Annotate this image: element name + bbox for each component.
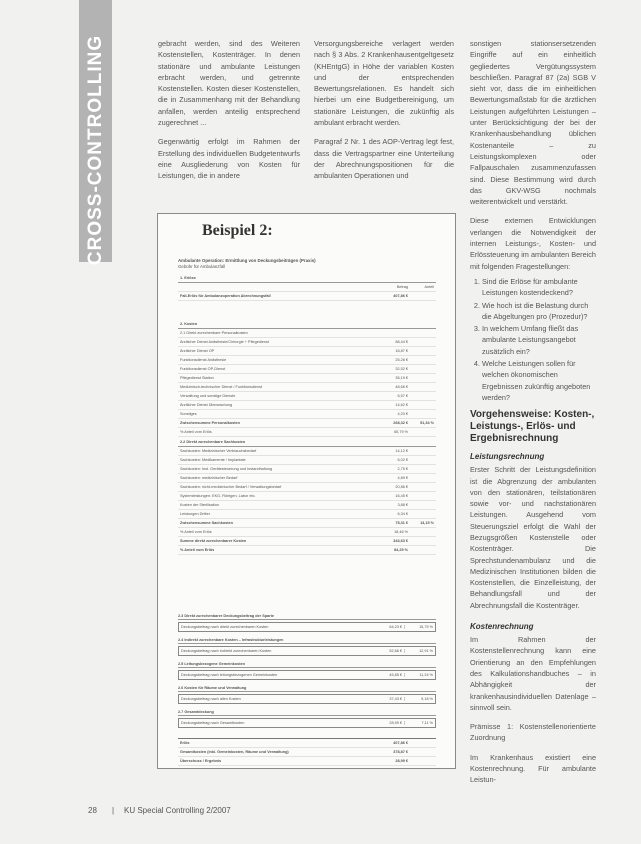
table-cell (410, 757, 436, 766)
text-column-3 (470, 38, 596, 786)
example-header (178, 258, 436, 270)
table-cell: 51,34 % (410, 419, 436, 428)
table-row (178, 419, 436, 428)
table-cell: Sachkosten: Medikamente / Implantate (178, 456, 376, 465)
table-row (178, 546, 436, 555)
table-cell (410, 483, 436, 492)
table-cell: 407,86 € (376, 739, 410, 748)
table-cell: Sachkosten: medizinischer Bedarf (178, 474, 376, 483)
contribution-cell: Deckungsbeitrag nach Gesamtkosten (181, 721, 245, 725)
contribution-cell: 11,24 % (404, 673, 435, 677)
table-cell (410, 456, 436, 465)
contribution-cell: Deckungsbeitrag nach indirekt zurechenbaren Kosten (181, 649, 272, 653)
table-cell (410, 274, 436, 283)
table-cell: Funktionsdienst Anästhesie (178, 356, 376, 365)
table-row (178, 748, 436, 757)
table-cell: Sachkosten: nicht-medizinischer Bedarf / Verwaltungsbedarf (178, 483, 376, 492)
contribution-cell: 7,11 % (404, 721, 435, 725)
table-cell: 84,25 % (376, 546, 410, 555)
contribution-cell: Deckungsbeitrag nach leitungsbezogenen Gemeinkosten (181, 673, 278, 677)
table-row (178, 501, 436, 510)
contribution-block (178, 614, 436, 632)
contribution-row (178, 622, 436, 632)
contribution-cell: Deckungsbeitrag nach direkt zurechenbaren Kosten (181, 625, 269, 629)
table-cell: Ärztlicher Dienst Anästhesie/Chirurgie + Pflegedienst (178, 338, 376, 347)
subheading: Kostenrechnung (470, 622, 534, 632)
table-cell: 4,89 € (376, 474, 410, 483)
table-cell (410, 465, 436, 474)
table-row (178, 428, 436, 437)
table-cell: 32,52 € (376, 365, 410, 374)
table-cell (410, 383, 436, 392)
table-cell (410, 347, 436, 356)
table-cell (410, 401, 436, 410)
table-cell (376, 329, 410, 338)
contribution-block (178, 710, 436, 728)
table-cell: Fall-Erlös für Ambulanzoperation Abrechnungsfall (178, 292, 376, 301)
revenue-table (178, 274, 436, 301)
paragraph: sonstigen stationsersetzenden Eingriffe auf ein einheitlich gegliedertes Vergütungssystem beschließen. Paragraf 87 (2a) SGB V sieht vor, dass die im einheitlichen Bewertungsmaßstab für die ärztlichen Leistungen aufgeführten Leistungen – unter Berücksichtigung der bei der Krankenhausbehandlung üblichen Kostenanteile – zu Leistungskomplexen oder Fallpauschalen zusammenzufassen sind. Diese Bestimmung wird durch das GKV-WSG nochmals weiterentwickelt und verstärkt. (470, 39, 596, 207)
table-row (178, 347, 436, 356)
section-heading: Vorgehensweise: Kosten-, Leistungs-, Erlös- und Ergebnisrechnung (470, 409, 595, 445)
table-cell: 3,88 € (376, 501, 410, 510)
table-cell (410, 510, 436, 519)
question-item: 4. Welche Leistungen sollen für welchen ökonomischen Ergebnissen zukünftig angeboten werden? (482, 358, 596, 403)
table-cell: 35,19 € (376, 374, 410, 383)
table-cell: 28,99 € (376, 757, 410, 766)
contribution-heading: 2.6 Kosten für Räume und Verwaltung (178, 686, 436, 692)
table-cell (410, 329, 436, 338)
table-row (178, 374, 436, 383)
paragraph: Paragraf 2 Nr. 1 des AOP-Vertrag legt fest, dass die Vertragspartner eine Unterteilung der Abrechnungspositionen für die ambulanten Operationen und (314, 137, 454, 181)
table-cell: Gesamtkosten (inkl. Gemeinkosten, Räume und Verwaltung) (178, 748, 376, 757)
table-cell (410, 438, 436, 447)
personnel-cost-table (178, 320, 436, 437)
table-cell (410, 748, 436, 757)
table-cell: 4,20 € (376, 410, 410, 419)
paragraph: gebracht werden, sind des Weiteren Kostenstellen, Kostenträger. In denen stationäre und ambulante Leistungen erbracht werden, und getrennte Kostenstellen. Kosten dieser Kostenstellen, die in Zusammenhang mit der Behandlung anfallen, werden anteilig entsprechend zugerechnet ... (158, 39, 300, 128)
contribution-cell: 45,85 € (389, 673, 402, 677)
table-row (178, 410, 436, 419)
contribution-heading: 2.3 Direkt zurechenbarer Deckungsbeitrag der Sparte (178, 614, 436, 620)
contribution-cell: 9,18 % (404, 697, 435, 701)
table-cell: 14,62 € (376, 401, 410, 410)
table-cell: Sachkosten: Medizinischer Verbrauchsbedarf (178, 447, 376, 456)
table-cell: 20,86 € (376, 483, 410, 492)
table-cell: Sonstiges (178, 410, 376, 419)
table-cell: 25,26 € (376, 356, 410, 365)
table-cell (410, 356, 436, 365)
contribution-block (178, 638, 436, 656)
table-cell: % Anteil vom Erlös (178, 546, 376, 555)
table-cell (410, 492, 436, 501)
text-column-1 (158, 38, 300, 182)
table-row (178, 492, 436, 501)
table-row (178, 474, 436, 483)
table-cell: 2. Kosten (178, 320, 376, 329)
contribution-cell: 52,66 € (389, 649, 402, 653)
table-cell: Kosten der Sterilisation (178, 501, 376, 510)
table-cell: 2.2 Direkt zurechenbare Sachkosten (178, 438, 376, 447)
table-cell: Sachkosten: Inst. Gerätesteuerung und Instandhaltung (178, 465, 376, 474)
table-cell: 6,34 € (376, 510, 410, 519)
table-cell: Leistungen Dritter (178, 510, 376, 519)
contribution-cell: 15,75 % (404, 625, 435, 629)
contribution-row (178, 646, 436, 656)
subheading: Leistungsrechnung (470, 452, 545, 462)
contribution-row (178, 718, 436, 728)
contribution-heading: 2.4 Indirekt zurechenbare Kosten – Infrastrukturleistungen (178, 638, 436, 644)
text-column-2 (314, 38, 454, 182)
paragraph: Prämisse 1: Kostenstellenorientierte Zuordnung (470, 722, 596, 743)
table-cell (410, 365, 436, 374)
table-row (178, 320, 436, 329)
contribution-heading: 2.5 Leitungsbezogene Gemeinkosten (178, 662, 436, 668)
table-cell (410, 320, 436, 329)
table-cell: 88,44 € (376, 338, 410, 347)
question-item: 1. Sind die Erlöse für ambulante Leistungen kostendeckend? (482, 276, 596, 299)
table-cell: 14,12 € (376, 447, 410, 456)
table-cell: Verwaltung und sonstige Dienste (178, 392, 376, 401)
table-row (178, 456, 436, 465)
table-cell (410, 392, 436, 401)
contribution-row (178, 694, 436, 704)
table-cell: 75,31 € (376, 519, 410, 528)
paragraph: Gegenwärtig erfolgt im Rahmen der Erstellung des individuellen Budgetentwurfs eine Ausgliederung von Kosten für Leistungen, die in andere (158, 137, 300, 181)
table-cell: 13,15 % (410, 519, 436, 528)
table-cell (376, 320, 410, 329)
question-item: 2. Wie hoch ist die Belastung durch die Abgeltungen pro (Prozedur)? (482, 300, 596, 323)
table-cell (410, 428, 436, 437)
example-header-line: Gebühr für Ambulanzfall (178, 264, 226, 269)
table-cell: Pflegedienst Station (178, 374, 376, 383)
table-row (178, 292, 436, 301)
table-cell (410, 739, 436, 748)
table-row (178, 356, 436, 365)
material-cost-table (178, 438, 436, 555)
table-cell: Überschuss / Ergebnis (178, 757, 376, 766)
table-row (178, 519, 436, 528)
table-cell: 1. Erlöse (178, 274, 376, 283)
magazine-name: KU Special Controlling 2/2007 (124, 806, 231, 815)
table-row (178, 510, 436, 519)
table-cell (410, 374, 436, 383)
table-cell: 378,87 € (376, 748, 410, 757)
contribution-cell: 64,23 € (389, 625, 402, 629)
table-row (178, 438, 436, 447)
table-cell: 2.1 Direkt zurechenbare Personalkosten (178, 329, 376, 338)
table-row (178, 283, 436, 292)
table-cell: 6,57 € (376, 392, 410, 401)
contribution-cell: 12,91 % (404, 649, 435, 653)
table-cell: % Anteil vom Erlös (178, 528, 376, 537)
page-number: 28 (88, 806, 97, 815)
paragraph: Diese externen Entwicklungen verlangen die Notwendigkeit der internen Leistungs-, Kosten- und Erlössteuerung im ambulanten Bereich mit folgenden Fragestellungen: (470, 216, 596, 271)
table-cell: Ärztlicher Dienst Überwachung (178, 401, 376, 410)
table-cell: 343,63 € (376, 537, 410, 546)
table-cell: 48,66 € (376, 383, 410, 392)
table-row (178, 329, 436, 338)
table-row (178, 338, 436, 347)
table-cell (410, 474, 436, 483)
final-result-table (178, 738, 436, 766)
table-cell (410, 447, 436, 456)
question-item: 3. In welchem Umfang fließt das ambulante Leistungsangebot zusätzlich ein? (482, 323, 596, 357)
table-cell (410, 528, 436, 537)
table-cell: Funktionsdienst OP-Dienst (178, 365, 376, 374)
table-cell (376, 274, 410, 283)
example-box (157, 213, 456, 769)
table-cell: 16,45 € (376, 492, 410, 501)
table-row (178, 757, 436, 766)
contribution-block (178, 662, 436, 680)
contribution-cell: 28,99 € (389, 721, 402, 725)
table-cell: % Anteil vom Erlös (178, 428, 376, 437)
table-cell: Ärztlicher Dienst OP (178, 347, 376, 356)
paragraph: Im Krankenhaus existiert eine Kostenrechnung. Für ambulante Leistun- (470, 752, 596, 785)
table-cell: Zwischensumme Sachkosten (178, 519, 376, 528)
footer-separator: | (112, 806, 115, 815)
table-row (178, 537, 436, 546)
table-cell: Betrag (376, 283, 410, 292)
table-row (178, 483, 436, 492)
example-header-title: Ambulante Operation: Ermittlung von Deckungsbeiträgen (Praxis) (178, 258, 316, 263)
table-cell (410, 292, 436, 301)
table-cell: Systemleistungen: EKG, Röntgen, Labor etc. (178, 492, 376, 501)
table-cell (410, 410, 436, 419)
table-row (178, 447, 436, 456)
table-cell (410, 338, 436, 347)
table-row (178, 465, 436, 474)
table-row (178, 401, 436, 410)
table-cell (410, 546, 436, 555)
rubric-label: CROSS-CONTROLLING (85, 34, 106, 266)
example-title: Beispiel 2: (202, 222, 273, 239)
question-list (470, 276, 596, 403)
table-cell: Erlös (178, 739, 376, 748)
table-cell: 407,86 € (376, 292, 410, 301)
table-row (178, 739, 436, 748)
table-cell: Medizinisch-technischer Dienst / Funktionsdienst (178, 383, 376, 392)
table-cell: 268,32 € (376, 419, 410, 428)
table-cell: Anteil (410, 283, 436, 292)
table-cell (410, 537, 436, 546)
table-cell (376, 438, 410, 447)
table-cell: 18,87 € (376, 347, 410, 356)
table-cell: Zwischensumme Personalkosten (178, 419, 376, 428)
table-row (178, 365, 436, 374)
paragraph: Erster Schritt der Leistungsdefinition ist die Abgrenzung der ambulanten von den stationären, teilstationären sowie vor- und nachstationären Leistungen. Ausgehend vom Steuerungsziel erfolgt die Wahl der Bezugsgrößen Kostenstelle oder Kostenträger. Die Sprechstundenambulanz und die Medizinischen Institutionen bilden die Kostenstellen, die Einzelleistung, der Behandlungsfall und der Abrechnungsfall die Kostenträger. (470, 465, 596, 610)
contribution-cell: Deckungsbeitrag nach allen Kosten (181, 697, 241, 701)
table-row (178, 274, 436, 283)
table-cell: 2,75 € (376, 465, 410, 474)
contribution-block (178, 686, 436, 704)
table-cell (178, 283, 376, 292)
table-row (178, 383, 436, 392)
table-cell: 65,79 % (376, 428, 410, 437)
table-row (178, 392, 436, 401)
table-cell (410, 501, 436, 510)
paragraph: Im Rahmen der Kostenstellenrechnung kann eine Orientierung an den Empfehlungen des Kalkulationshandbuches – in Abhängigkeit der krankenhausindividuellen Datenlage – sinnvoll sein. (470, 635, 596, 712)
table-cell: Summe direkt zurechenbarer Kosten (178, 537, 376, 546)
paragraph: Versorgungsbereiche verlagert werden nach § 3 Abs. 2 Krankenhausentgeltgesetz (KHEntgG) in Höhe der variablen Kosten und der entsprechenden Bewertungsrelationen. Es handelt sich hierbei um eine Budgetbereinigung, um stationäre Leistungen, die zukünftig als ambulant erbracht werden. (314, 39, 454, 128)
table-row (178, 528, 436, 537)
table-cell: 18,46 % (376, 528, 410, 537)
table-cell: 6,02 € (376, 456, 410, 465)
contribution-row (178, 670, 436, 680)
contribution-heading: 2.7 Gesamtdeckung (178, 710, 436, 716)
contribution-cell: 37,43 € (389, 697, 402, 701)
